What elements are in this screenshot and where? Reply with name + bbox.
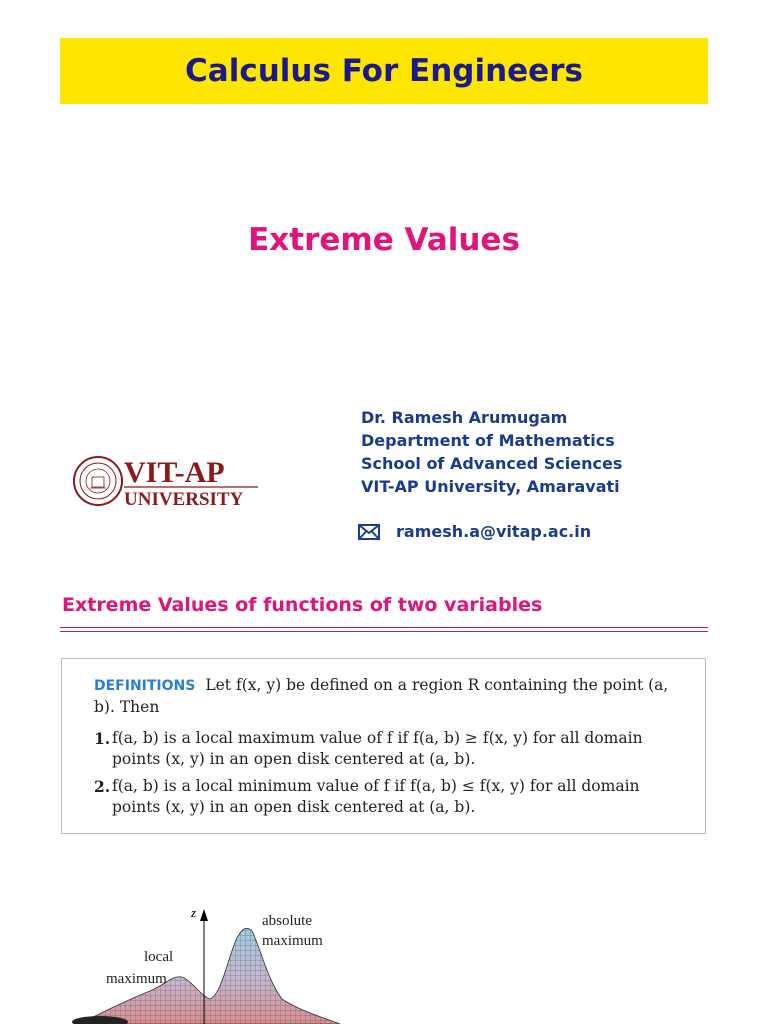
- envelope-icon: [358, 524, 380, 540]
- definition-item: [94, 728, 677, 770]
- definitions-intro: Let f(x, y) be defined on a region R containing the point (a, b). Then: [94, 676, 669, 716]
- author-university: VIT-AP University, Amaravati: [361, 477, 620, 496]
- university-seal-icon: [74, 457, 122, 505]
- definition-item: [94, 776, 677, 818]
- extreme-values-figure: [60, 895, 390, 1024]
- definitions-heading: DEFINITIONS: [94, 678, 196, 694]
- author-department: Department of Mathematics: [361, 431, 615, 450]
- author-email[interactable]: ramesh.a@vitap.ac.in: [396, 522, 592, 541]
- section-title: Extreme Values of functions of two variables: [62, 594, 543, 616]
- title-bar: [60, 38, 708, 104]
- definition-text: f(a, b) is a local minimum value of f if f(a, b) ≤ f(x, y) for all domain points (x, y) in an open disk centered at (a, b).: [112, 777, 640, 816]
- slide-subtitle: Extreme Values: [248, 222, 520, 258]
- definitions-box: [61, 658, 706, 834]
- z-axis-label: z: [191, 905, 197, 920]
- vit-ap-logo: [72, 452, 262, 510]
- logo-sub-text: UNIVERSITY: [124, 489, 244, 510]
- author-name: Dr. Ramesh Arumugam: [361, 408, 568, 427]
- section-rule-bottom: [60, 631, 708, 632]
- label-local-maximum: local maximum: [106, 949, 174, 987]
- definition-text: f(a, b) is a local maximum value of f if f(a, b) ≥ f(x, y) for all domain points (x, y) in an open disk centered at (a, b).: [112, 729, 643, 768]
- author-block: [361, 406, 622, 498]
- label-absolute-maximum: absolute maximum: [262, 913, 323, 949]
- author-school: School of Advanced Sciences: [361, 454, 623, 473]
- definitions-intro-row: [94, 675, 677, 718]
- definition-number: 2.: [94, 777, 111, 796]
- email-row: [358, 522, 591, 541]
- course-title: Calculus For Engineers: [185, 53, 583, 89]
- definition-number: 1.: [94, 729, 111, 748]
- section-rule-top: [60, 627, 708, 628]
- logo-main-text: VIT-AP: [124, 456, 225, 489]
